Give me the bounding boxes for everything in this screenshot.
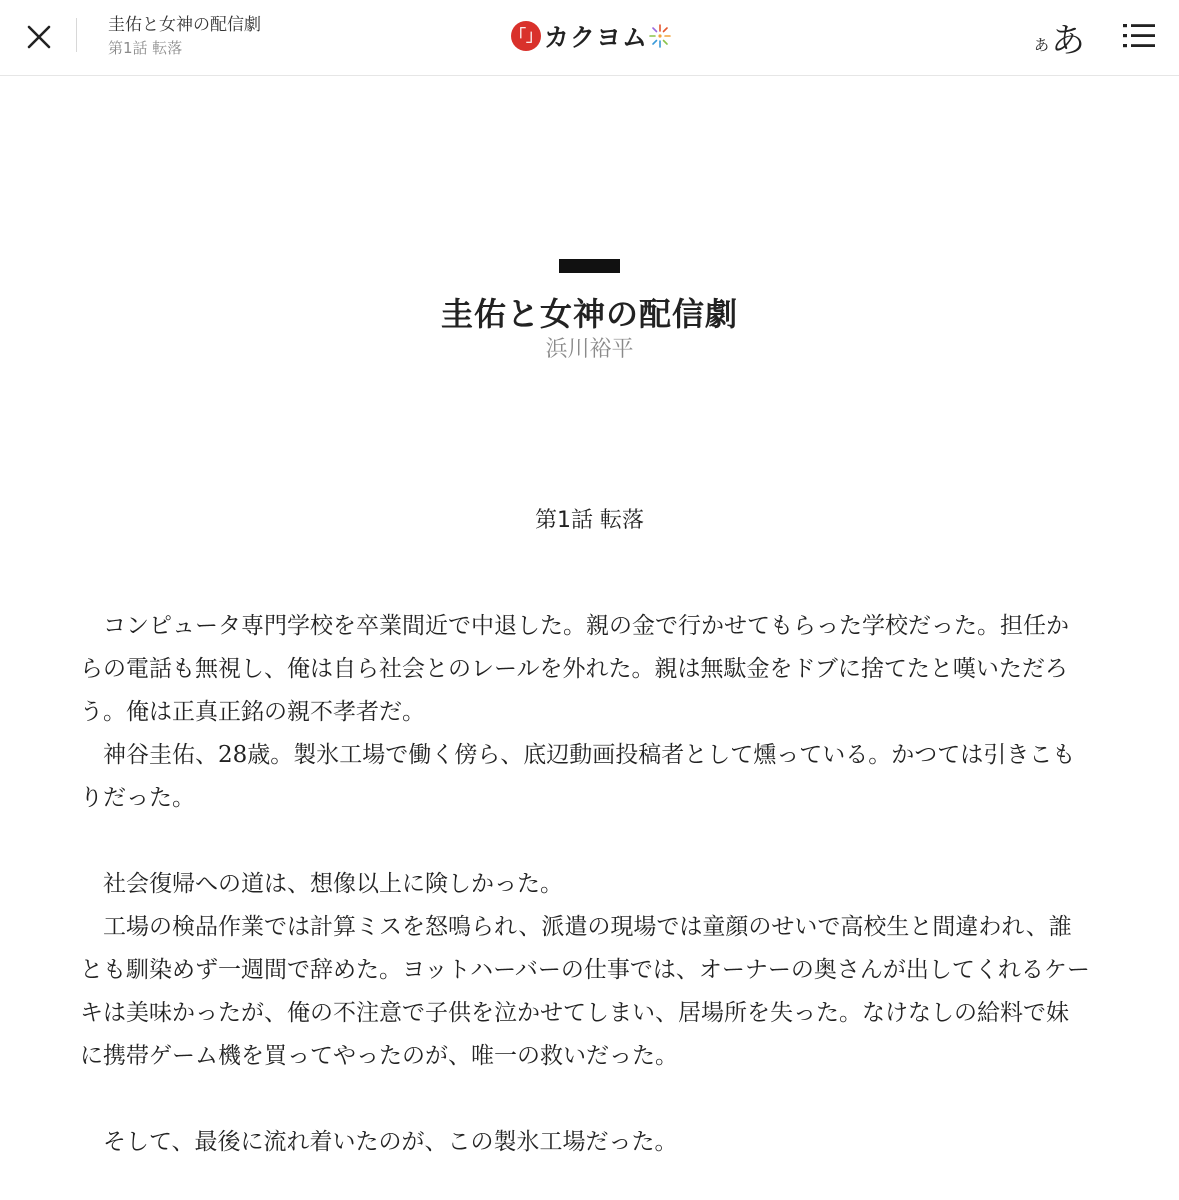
close-button[interactable] bbox=[18, 16, 60, 58]
blank-line bbox=[80, 820, 1090, 863]
body-paragraph: 神谷圭佑、28歳。製氷工場で働く傍ら、底辺動画投稿者として燻っている。かつては引きこもりだった。 bbox=[80, 742, 1076, 811]
header-titles[interactable] bbox=[108, 13, 261, 59]
kakuyomu-logo[interactable] bbox=[511, 19, 671, 53]
font-size-button[interactable] bbox=[1034, 12, 1085, 62]
header-work-title[interactable]: 圭佑と女神の配信劇 bbox=[108, 15, 261, 35]
blank-line bbox=[80, 1078, 1090, 1121]
header-episode-title: 第1話 転落 bbox=[108, 39, 183, 57]
list-menu-icon bbox=[1118, 18, 1160, 54]
episode-title: 第1話 転落 bbox=[535, 508, 644, 533]
title-accent-bar bbox=[559, 259, 620, 273]
header-divider bbox=[76, 18, 77, 52]
episode-body bbox=[80, 605, 1090, 1164]
reader-header bbox=[0, 0, 1179, 76]
logo-text: カクヨム bbox=[544, 23, 649, 52]
font-size-large-glyph: あ bbox=[1051, 21, 1086, 61]
body-paragraph: そして、最後に流れ着いたのが、この製氷工場だった。 bbox=[103, 1129, 678, 1155]
sparkle-icon bbox=[649, 22, 671, 50]
body-paragraph: コンピュータ専門学校を卒業間近で中退した。親の金で行かせてもらった学校だった。担任からの電話も無視し、俺は自ら社会とのレールを外れた。親は無駄金をドブに捨てたと嘆いただろう。俺は正真正銘の親不孝者だ。 bbox=[80, 613, 1069, 725]
table-of-contents-button[interactable] bbox=[1118, 18, 1160, 54]
author-name[interactable]: 浜川裕平 bbox=[545, 337, 634, 362]
work-title: 圭佑と女神の配信劇 bbox=[440, 295, 738, 333]
logo-mark: 「」 bbox=[511, 21, 541, 51]
body-paragraph: 社会復帰への道は、想像以上に険しかった。 bbox=[103, 871, 563, 897]
font-size-small-glyph: あ bbox=[1034, 36, 1050, 54]
body-paragraph: 工場の検品作業では計算ミスを怒鳴られ、派遣の現場では童顔のせいで高校生と間違われ、誰とも馴染めず一週間で辞めた。ヨットハーバーの仕事では、オーナーの奥さんが出してくれるケーキは美味かったが、俺の不注意で子供を泣かせてしまい、居場所を失った。なけなしの給料で妹に携帯ゲーム機を買ってやったのが、唯一の救いだった。 bbox=[80, 914, 1090, 1069]
close-icon bbox=[18, 16, 60, 58]
